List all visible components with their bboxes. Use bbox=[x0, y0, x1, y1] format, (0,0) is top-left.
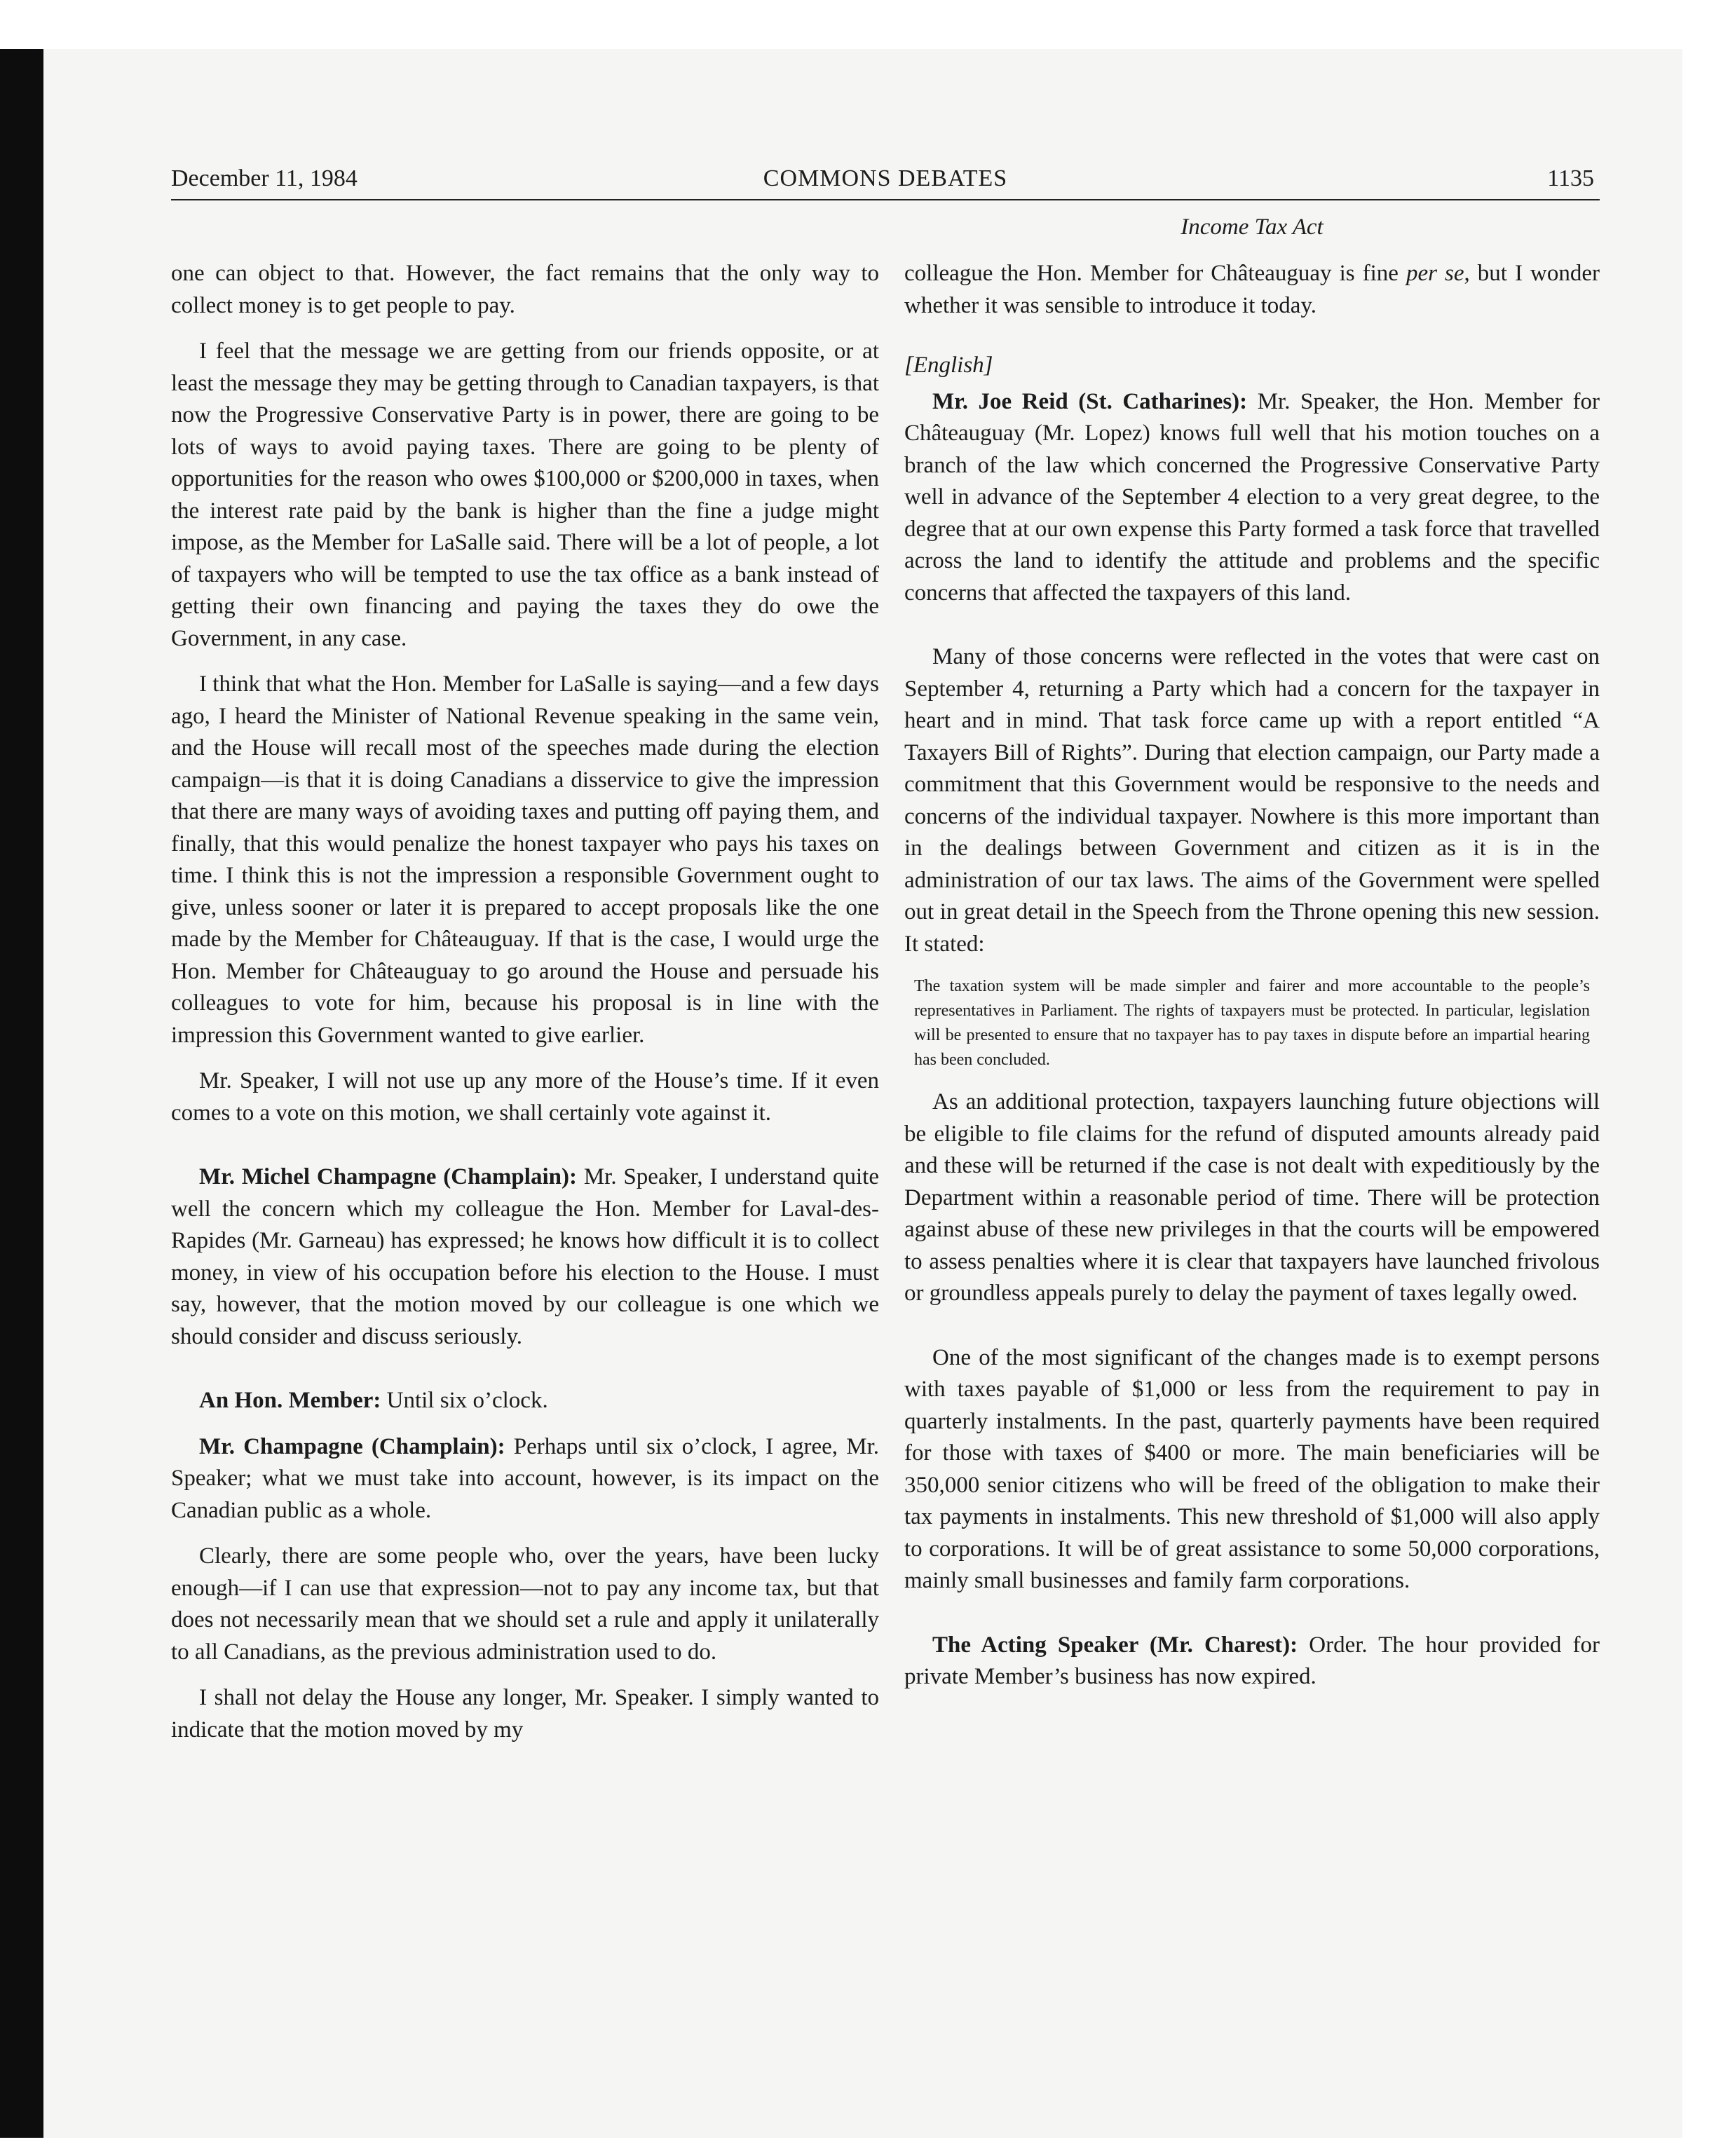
speaker-name: Mr. Champagne (Champlain): bbox=[199, 1433, 505, 1459]
speech-paragraph bbox=[171, 1385, 879, 1417]
speech-text: Mr. Speaker, I understand quite well the concern which my colleague the Hon. Member for Laval-des-Rapides (Mr. Garneau) has expressed; he knows how difficult it is to collect money, in view of his occupation before his election to the House. I must say, however, that the motion moved by our colleague is one which we should consider and discuss seriously. bbox=[171, 1164, 879, 1349]
speech-paragraph bbox=[171, 1161, 879, 1353]
paragraph: One of the most significant of the changes made is to exempt persons with taxes payable of $1,000 or less from the requirement to pay in quarterly instalments. In the past, quarterly payments have been required for those with taxes of $400 or more. The main beneficiaries will be 350,000 senior citizens who will be freed of the obligation to make their tax payments in instalments. This new threshold of $1,000 will also apply to corporations. It will be of great assistance to some 50,000 corporations, mainly small businesses and family farm corporations. bbox=[904, 1344, 1600, 1593]
header-publication: COMMONS DEBATES bbox=[763, 165, 1008, 191]
speech-paragraph bbox=[904, 386, 1600, 610]
paragraph: one can object to that. However, the fact remains that the only way to collect money is to get people to pay. bbox=[171, 261, 879, 318]
speaker-name: An Hon. Member: bbox=[199, 1388, 381, 1413]
speech-paragraph bbox=[171, 1431, 879, 1527]
paragraph: I shall not delay the House any longer, Mr. Speaker. I simply wanted to indicate that the motion moved by my bbox=[171, 1685, 879, 1742]
header-page-number: 1135 bbox=[1547, 165, 1594, 191]
right-column bbox=[904, 258, 1600, 1693]
speaker-name: The Acting Speaker (Mr. Charest): bbox=[932, 1632, 1298, 1658]
paragraph bbox=[904, 258, 1600, 322]
paragraph: As an additional protection, taxpayers launching future objections will be eligible to file claims for the refund of disputed amounts already paid and these will be returned if the case is not dealt with expeditiously by the Department within a reasonable period of time. There will be protection against abuse of these new privileges in that the courts will be empowered to assess penalties where it is clear that taxpayers have launched frivolous or groundless appeals purely to delay the payment of taxes legally owed. bbox=[904, 1089, 1600, 1306]
speech-text: Order. The hour provided for private Member’s business has now expired. bbox=[904, 1632, 1600, 1689]
paragraph-text: colleague the Hon. Member for Châteauguay is fine bbox=[904, 261, 1406, 286]
paragraph: Mr. Speaker, I will not use up any more of the House’s time. If it even comes to a vote on this motion, we shall certainly vote against it. bbox=[171, 1068, 879, 1126]
italic-phrase: per se bbox=[1406, 261, 1464, 286]
paragraph: I think that what the Hon. Member for LaSalle is saying—and a few days ago, I heard the Minister of National Revenue speaking in the same vein, and the House will recall most of the speeches made during the election campaign—is that it is doing Canadians a disservice to give the impression that there are many ways of avoiding taxes and putting off paying them, and finally, that this would penalize the honest taxpayer who pays his taxes on time. I think this is not the impression a responsible Government ought to give, unless sooner or later it is prepared to accept proposals like the one made by the Member for Châteauguay. If that is the case, I would urge the Hon. Member for Châteauguay to go around the House and persuade his colleagues to vote for him, because his proposal is in line with the impression this Government wanted to give earlier. bbox=[171, 671, 879, 1048]
header-date: December 11, 1984 bbox=[171, 165, 358, 191]
block-quote: The taxation system will be made simpler and fairer and more accountable to the people’s representatives in Parliament. The rights of taxpayers must be protected. In particular, legislation will be presented to ensure that no taxpayer has to pay taxes in dispute before an impartial hearing has been concluded. bbox=[914, 977, 1590, 1069]
paragraph: Many of those concerns were reflected in the votes that were cast on September 4, returning a Party which had a concern for the taxpayer in heart and in mind. That task force came up with a report entitled “A Taxayers Bill of Rights”. During that election campaign, our Party made a commitment that this Government would be responsive to the needs and concerns of the individual taxpayer. Nowhere is this more important than in the dealings between Government and citizen as it is in the administration of our tax laws. The aims of the Government were spelled out in great detail in the Speech from the Throne opening this new session. It stated: bbox=[904, 644, 1600, 957]
speaker-name: Mr. Joe Reid (St. Catharines): bbox=[932, 388, 1248, 414]
paragraph-text: , but I wonder whether it was sensible to introduce it today. bbox=[904, 261, 1600, 318]
speech-paragraph bbox=[904, 1630, 1600, 1693]
language-tag: [English] bbox=[904, 353, 993, 378]
speaker-name: Mr. Michel Champagne (Champlain): bbox=[199, 1164, 577, 1189]
speech-text: Perhaps until six o’clock, I agree, Mr. Speaker; what we must take into account, however, is its impact on the Canadian public as a whole. bbox=[171, 1433, 879, 1523]
speech-text: Until six o’clock. bbox=[381, 1388, 548, 1413]
left-column bbox=[171, 258, 879, 1746]
running-head bbox=[171, 163, 1600, 200]
speech-text: Mr. Speaker, the Hon. Member for Châteauguay (Mr. Lopez) knows full well that his motion touches on a branch of the law which concerned the Progressive Conservative Party well in advance of the September 4 election to a very great degree, to the degree that at our own expense this Party formed a task force that travelled across the land to identify the attitude and problems and the specific concerns that affected the taxpayers of this land. bbox=[904, 388, 1600, 606]
paragraph: Clearly, there are some people who, over the years, have been lucky enough—if I can use that expression—not to pay any income tax, but that does not necessarily mean that we should set a rule and apply it unilaterally to all Canadians, as the previous administration used to do. bbox=[171, 1543, 879, 1665]
paragraph: I feel that the message we are getting from our friends opposite, or at least the message they may be getting through to Canadian taxpayers, is that now the Progressive Conservative Party is in power, there are going to be lots of ways to avoid paying taxes. There are going to be plenty of opportunities for the reason who owes $100,000 or $200,000 in taxes, when the interest rate paid by the bank is higher than the fine a judge might impose, as the Member for LaSalle said. There will be a lot of people, a lot of taxpayers who will be tempted to use the tax office as a bank instead of getting their own financing and paying the taxes they do owe the Government, in any case. bbox=[171, 339, 879, 651]
section-title: Income Tax Act bbox=[1181, 214, 1324, 240]
binding-edge-shadow bbox=[0, 49, 43, 2138]
